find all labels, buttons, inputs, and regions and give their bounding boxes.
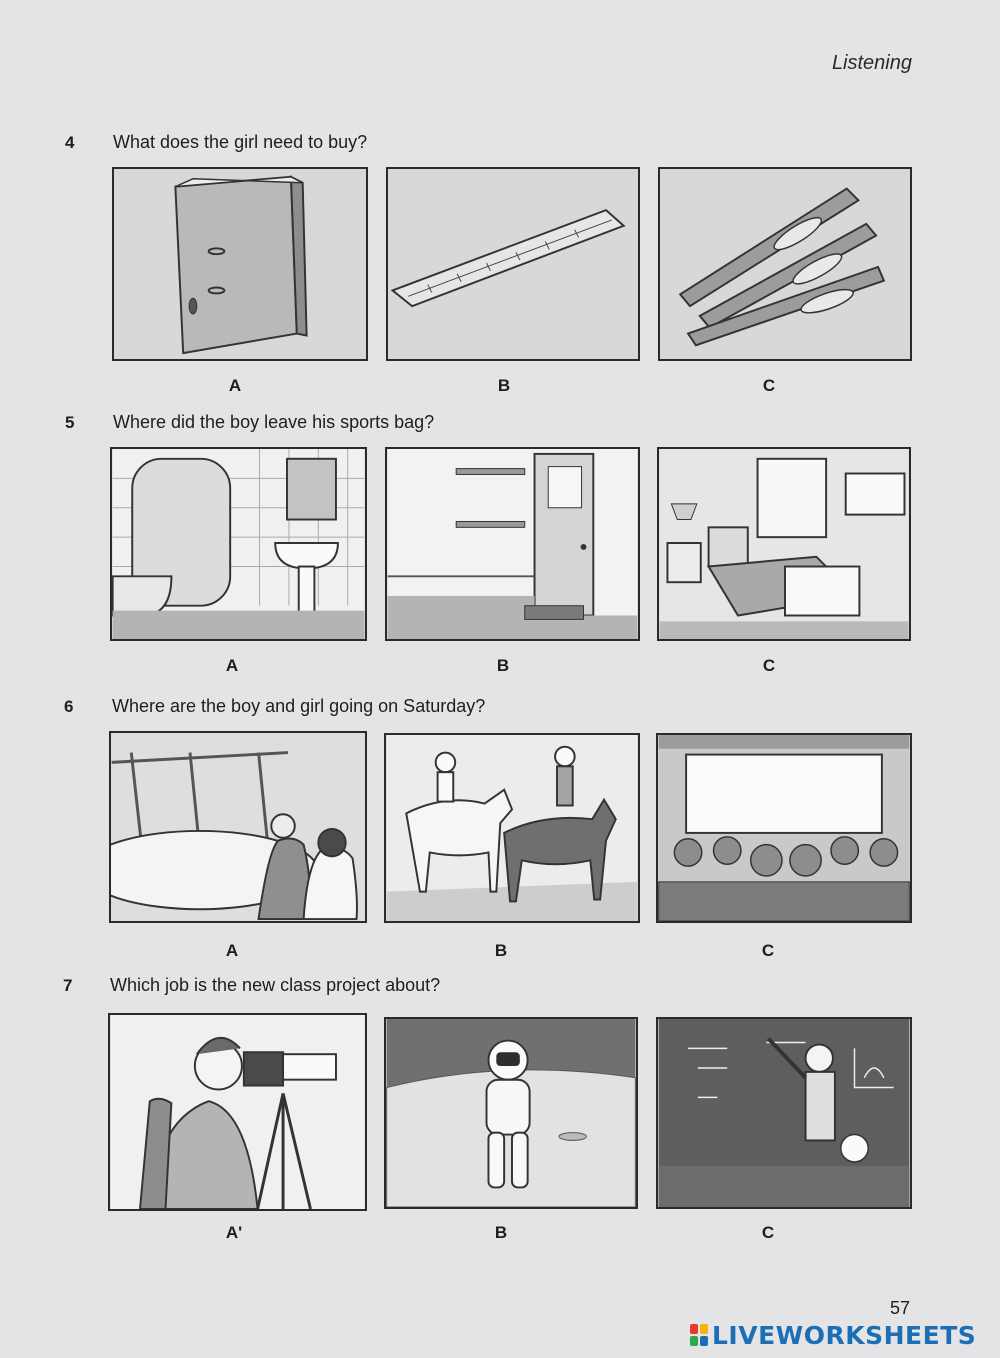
question-7-text: Which job is the new class project about?	[110, 975, 441, 995]
q7-option-a-label: A'	[225, 1223, 243, 1242]
q4-picture-c-pens[interactable]	[658, 167, 912, 361]
liveworksheets-watermark[interactable]	[690, 1320, 976, 1350]
q7-picture-a-photographer[interactable]	[108, 1013, 367, 1211]
q7-option-c-label: C	[761, 1223, 775, 1242]
question-5-text: Where did the boy leave his sports bag?	[113, 412, 435, 432]
q5-picture-a-bathroom[interactable]	[110, 447, 367, 641]
page-number: 57	[889, 1298, 910, 1318]
q6-picture-a-zoo[interactable]	[109, 731, 367, 923]
question-6-text: Where are the boy and girl going on Saturday?	[112, 696, 486, 716]
q4-option-c-label: C	[762, 376, 776, 395]
watermark-text: LIVEWORKSHEETS	[712, 1320, 977, 1350]
q4-option-a-label: A	[228, 376, 242, 395]
question-4-number: 4	[65, 133, 75, 152]
q7-picture-c-teacher[interactable]	[656, 1017, 912, 1209]
q4-picture-a-folder[interactable]	[112, 167, 368, 361]
question-5-number: 5	[65, 413, 75, 432]
page-header: Listening	[831, 52, 912, 74]
q4-picture-b-ruler[interactable]	[386, 167, 640, 361]
q5-option-c-label: C	[762, 656, 776, 675]
question-7-number: 7	[63, 976, 73, 995]
q7-option-b-label: B	[494, 1223, 508, 1242]
q6-picture-b-horse-riding[interactable]	[384, 733, 640, 923]
q6-option-c-label: C	[761, 941, 775, 960]
q4-option-b-label: B	[497, 376, 511, 395]
q6-option-b-label: B	[494, 941, 508, 960]
q6-option-a-label: A	[225, 941, 239, 960]
q5-option-a-label: A	[225, 656, 239, 675]
q7-picture-b-astronaut[interactable]	[384, 1017, 638, 1209]
question-6-number: 6	[64, 697, 74, 716]
question-4-text: What does the girl need to buy?	[113, 132, 368, 152]
liveworksheets-logo-icon	[690, 1324, 708, 1346]
q5-picture-b-hallway[interactable]	[385, 447, 640, 641]
q5-picture-c-bedroom[interactable]	[657, 447, 911, 641]
q5-option-b-label: B	[496, 656, 510, 675]
q6-picture-c-cinema[interactable]	[656, 733, 912, 923]
